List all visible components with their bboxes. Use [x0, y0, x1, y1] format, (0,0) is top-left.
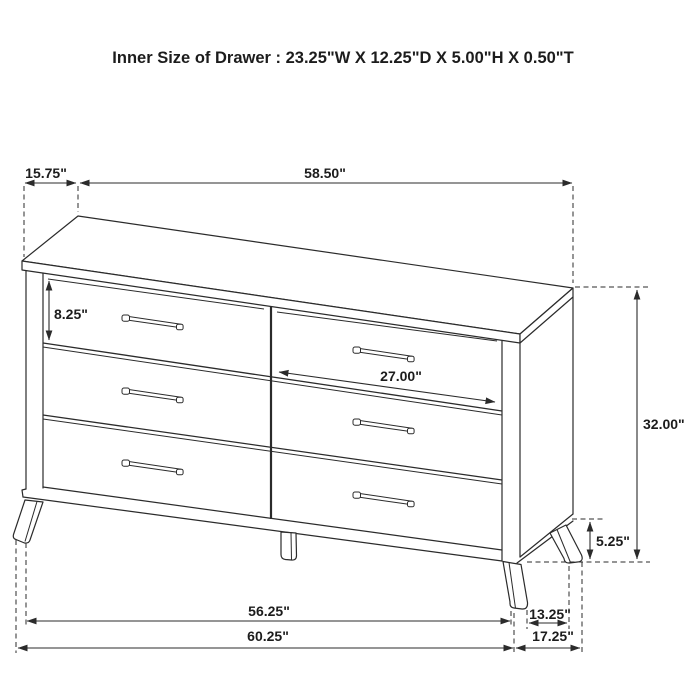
drawer-handle [353, 419, 414, 434]
front-right-leg [503, 562, 528, 610]
diagram-title: Inner Size of Drawer : 23.25"W X 12.25"D X 5.00"H X 0.50"T [112, 49, 574, 67]
drawer-height-dimension [49, 281, 88, 340]
bottom-inner-width-label: 56.25" [248, 603, 290, 619]
leg-spread-depth-dimension [529, 606, 571, 623]
drawer-handle [353, 492, 414, 507]
overall-width-label: 60.25" [247, 628, 289, 644]
leg-height-label: 5.25" [596, 533, 630, 549]
leg-spread-depth-label: 13.25" [529, 606, 571, 622]
overall-height-label: 32.00" [643, 416, 685, 432]
dresser-drawing [13, 216, 582, 609]
bottom-inner-width-dimension [27, 603, 510, 621]
top-depth-label: 15.75" [25, 165, 67, 181]
front-center-leg [281, 532, 297, 560]
bottom-extension-lines [16, 540, 582, 653]
drawer-handles [122, 315, 414, 507]
overall-height-dimension [527, 287, 685, 562]
drawer-handle [353, 347, 414, 362]
overall-width-dimension [18, 628, 513, 648]
drawer-handle [122, 315, 183, 330]
back-right-leg [550, 525, 582, 563]
overall-depth-dimension [516, 628, 580, 648]
drawer-width-label: 27.00" [380, 368, 422, 384]
top-width-label: 58.50" [304, 165, 346, 181]
drawer-handle [122, 388, 183, 403]
dresser-top-panel [22, 216, 573, 343]
dresser-legs [13, 500, 582, 609]
overall-depth-label: 17.25" [532, 628, 574, 644]
front-left-leg [13, 500, 43, 543]
drawer-height-label: 8.25" [54, 306, 88, 322]
drawer-width-dimension [279, 368, 495, 402]
drawer-handle [122, 460, 183, 475]
